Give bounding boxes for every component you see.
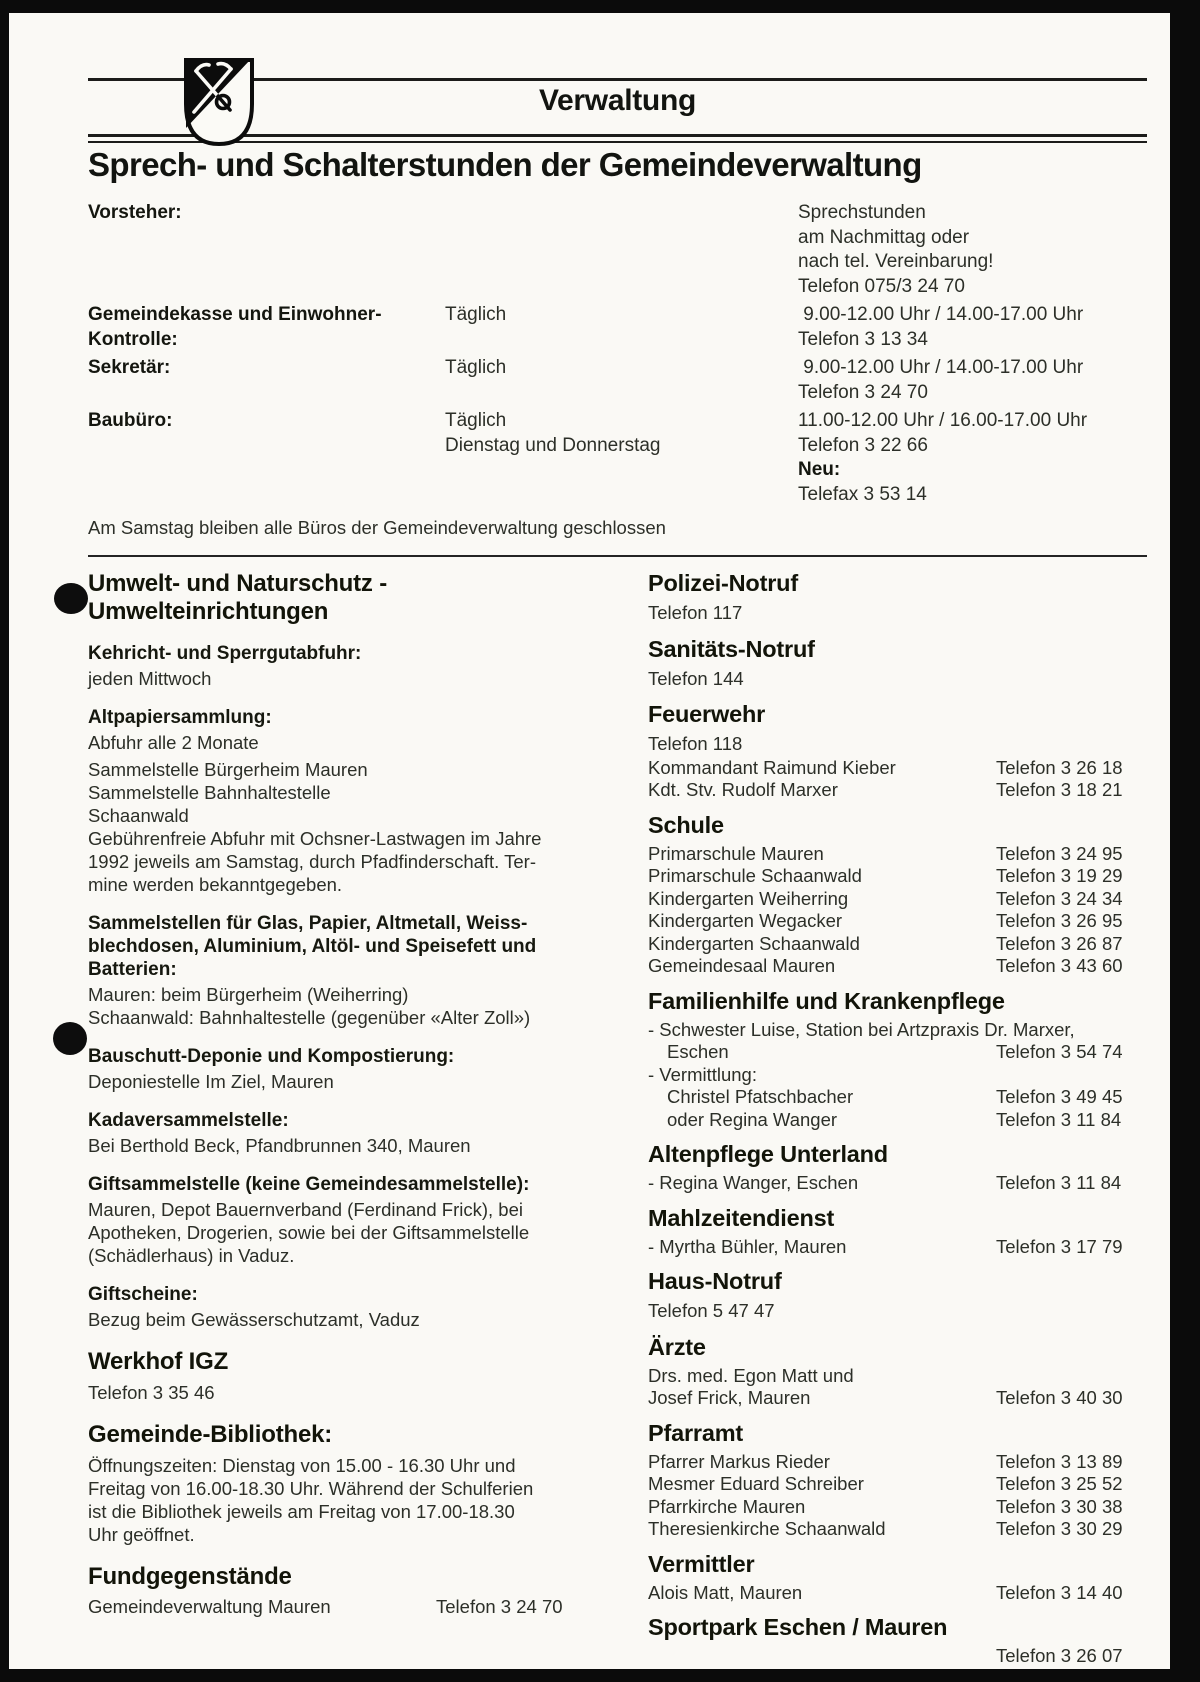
directory-entry: Christel Pfatschbacher — [667, 1086, 854, 1107]
office-detail-line: Neu: — [798, 459, 841, 480]
section-heading — [88, 642, 580, 665]
section-heading — [648, 1551, 1128, 1577]
body-line: Telefon 117 — [648, 602, 743, 623]
body-paragraph — [648, 732, 1128, 757]
section-heading — [648, 988, 1128, 1014]
heading-line: Altenpflege Unterland — [648, 1141, 888, 1167]
page-content — [88, 146, 1147, 1668]
body-line: Gebührenfreie Abfuhr mit Ochsner-Lastwagen im Jahre — [88, 828, 542, 849]
phone-number: Telefon 3 43 60 — [996, 955, 1123, 976]
heading-line: Giftsammelstelle (keine Gemeindesammelstelle): — [88, 1174, 530, 1195]
heading-line: Sanitäts-Notruf — [648, 635, 815, 662]
banner-title: Verwaltung — [538, 84, 697, 117]
body-line: Uhr geöffnet. — [88, 1524, 195, 1545]
directory-entry: - Vermittlung: — [648, 1063, 757, 1085]
directory-row — [648, 1496, 1128, 1519]
office-role-line: Sekretär: — [88, 357, 171, 378]
office-detail-line: 11.00-12.00 Uhr / 16.00-17.00 Uhr — [798, 410, 1088, 431]
office-days — [445, 409, 798, 507]
office-days — [445, 201, 798, 299]
phone-number: Telefon 3 54 74 — [996, 1041, 1123, 1062]
office-details — [798, 201, 1147, 299]
office-hours-row — [88, 303, 1147, 352]
phone-number: Telefon 3 24 70 — [436, 1596, 563, 1617]
heading-line: Kadaversammelstelle: — [88, 1110, 289, 1131]
left-column — [88, 570, 580, 1668]
office-detail-line: 9.00-12.00 Uhr / 14.00-17.00 Uhr — [798, 357, 1084, 378]
body-paragraph — [88, 758, 580, 896]
directory-row — [648, 843, 1128, 866]
body-line: Freitag von 16.00-18.30 Uhr. Während der Schulferien — [88, 1478, 534, 1499]
saturday-closing-note: Am Samstag bleiben alle Büros der Gemeindeverwaltung geschlossen — [88, 517, 666, 538]
phone-number: Telefon 3 18 21 — [996, 779, 1123, 800]
phone-number: Telefon 3 14 40 — [996, 1581, 1123, 1603]
office-role-label — [88, 303, 445, 352]
section-heading — [648, 1141, 1128, 1167]
directory-row — [648, 1172, 1128, 1195]
office-role-line: Gemeindekasse und Einwohner- — [88, 304, 382, 325]
phone-number: Telefon 3 17 79 — [996, 1235, 1123, 1257]
directory-entry: Drs. med. Egon Matt und — [648, 1364, 854, 1386]
heading-line: Kehricht- und Sperrgutabfuhr: — [88, 643, 362, 664]
phone-number: Telefon 3 19 29 — [996, 865, 1123, 886]
phone-number: Telefon 3 26 95 — [996, 910, 1123, 931]
directory-entry: Gemeindesaal Mauren — [648, 955, 836, 976]
directory-entry: Kindergarten Weiherring — [648, 887, 849, 909]
section-heading — [88, 1563, 580, 1591]
directory-entry: Alois Matt, Mauren — [648, 1581, 803, 1603]
office-days — [445, 303, 798, 352]
heading-line: Polizei-Notruf — [648, 570, 798, 596]
directory-entry: - Regina Wanger, Eschen — [648, 1172, 859, 1193]
body-line: Öffnungszeiten: Dienstag von 15.00 - 16.30 Uhr und — [88, 1455, 516, 1476]
office-days-line: Täglich — [445, 410, 507, 431]
directory-entry: Kindergarten Wegacker — [648, 910, 843, 931]
phone-number: Telefax 3 53 14 — [798, 483, 927, 505]
section-heading — [88, 1421, 580, 1449]
phone-number: Telefon 3 24 95 — [996, 842, 1123, 864]
body-paragraph — [648, 601, 1128, 626]
body-line: Schaanwald — [88, 805, 189, 826]
heading-line: Pfarramt — [648, 1419, 744, 1446]
office-role-label — [88, 356, 445, 405]
office-details — [798, 409, 1147, 507]
body-line: ist die Bibliothek jeweils am Freitag von 17.00-18.30 — [88, 1501, 515, 1522]
section-heading — [88, 1109, 580, 1132]
directory-row — [648, 1451, 1128, 1474]
phone-number: Telefon 3 49 45 — [996, 1086, 1123, 1107]
phone-number: Telefon 3 25 52 — [996, 1473, 1123, 1494]
phone-number: Telefon 3 30 38 — [996, 1495, 1123, 1517]
body-paragraph — [88, 667, 580, 690]
body-paragraph — [88, 731, 580, 754]
phone-number: Telefon 3 11 84 — [996, 1108, 1122, 1130]
section-heading — [88, 1045, 580, 1068]
section-heading — [648, 701, 1128, 727]
directory-row — [648, 910, 1128, 933]
office-detail-line: 9.00-12.00 Uhr / 14.00-17.00 Uhr — [798, 304, 1084, 325]
heading-line: Bauschutt-Deponie und Kompostierung: — [88, 1046, 455, 1067]
body-line: Bei Berthold Beck, Pfandbrunnen 340, Mauren — [88, 1135, 471, 1156]
heading-line: Werkhof IGZ — [88, 1348, 229, 1375]
punch-hole — [54, 583, 88, 614]
heading-line: Umwelt- und Naturschutz - — [88, 570, 387, 597]
phone-number: Telefon 3 26 07 — [996, 1645, 1123, 1666]
section-heading — [648, 1614, 1128, 1640]
directory-entry: - Schwester Luise, Station bei Artzpraxis Dr. Marxer, — [648, 1018, 1075, 1040]
body-line: mine werden bekanntgegeben. — [88, 874, 343, 895]
body-paragraph — [648, 667, 1128, 692]
section-heading — [88, 706, 580, 729]
section-heading — [648, 1205, 1128, 1231]
body-paragraph — [88, 1454, 580, 1546]
directory-row — [88, 1596, 580, 1619]
directory-row — [648, 1064, 1128, 1087]
heading-line: Ärzte — [648, 1333, 706, 1360]
heading-line: Altpapiersammlung: — [88, 707, 272, 728]
phone-number: Telefon 3 11 84 — [996, 1172, 1122, 1193]
office-details — [798, 303, 1147, 352]
office-hours-row — [88, 409, 1147, 507]
phone-number: Telefon 3 40 30 — [996, 1387, 1123, 1408]
body-paragraph — [88, 983, 580, 1029]
office-days-line: Dienstag und Donnerstag — [445, 434, 661, 456]
section-heading — [648, 812, 1128, 838]
office-hours-table — [88, 201, 1147, 507]
body-line: Sammelstelle Bürgerheim Mauren — [88, 759, 368, 780]
directory-row — [648, 779, 1128, 802]
directory-entry: Pfarrer Markus Rieder — [648, 1450, 830, 1472]
directory-entry: Kommandant Raimund Kieber — [648, 756, 896, 778]
body-paragraph — [88, 1381, 580, 1404]
directory-entry: Kindergarten Schaanwald — [648, 932, 860, 954]
body-line: Telefon 5 47 47 — [648, 1300, 775, 1321]
body-line: Mauren: beim Bürgerheim (Weiherring) — [88, 984, 409, 1005]
section-heading — [648, 1334, 1128, 1360]
directory-row — [648, 1582, 1128, 1605]
heading-line: Mahlzeitendienst — [648, 1204, 835, 1231]
office-role-label — [88, 409, 445, 507]
office-details — [798, 356, 1147, 405]
office-hours-row — [88, 201, 1147, 299]
office-detail-line: nach tel. Vereinbarung! — [798, 251, 994, 272]
directory-row — [648, 955, 1128, 978]
office-days-line: Täglich — [445, 357, 507, 378]
directory-entry: Mesmer Eduard Schreiber — [648, 1473, 864, 1494]
heading-line: Familienhilfe und Krankenpflege — [648, 987, 1005, 1014]
directory-entry: Gemeindeverwaltung Mauren — [88, 1596, 331, 1617]
page-title: Sprech- und Schalterstunden der Gemeindeverwaltung — [88, 146, 922, 183]
heading-line: Giftscheine: — [88, 1284, 198, 1305]
right-column — [648, 570, 1128, 1668]
directory-row — [648, 1086, 1128, 1109]
directory-row — [648, 1518, 1128, 1541]
heading-line: Fundgegenstände — [88, 1563, 292, 1590]
body-paragraph — [88, 1198, 580, 1267]
phone-number: Telefon 3 22 66 — [798, 434, 928, 456]
directory-row — [648, 933, 1128, 956]
directory-entry: Kdt. Stv. Rudolf Marxer — [648, 779, 838, 800]
office-detail-line: Sprechstunden — [798, 202, 926, 223]
two-column-directory — [88, 570, 1147, 1668]
punch-hole — [53, 1022, 87, 1055]
phone-number: Telefon 3 13 34 — [798, 328, 928, 350]
heading-line: Umwelteinrichtungen — [88, 598, 329, 625]
directory-row — [648, 1041, 1128, 1064]
section-heading — [88, 1348, 580, 1376]
section-heading — [648, 1268, 1128, 1294]
directory-entry — [648, 1645, 996, 1668]
directory-entry: Primarschule Schaanwald — [648, 865, 862, 886]
section-heading — [648, 1420, 1128, 1446]
body-line: Schaanwald: Bahnhaltestelle (gegenüber «Alter Zoll») — [88, 1007, 531, 1028]
directory-entry: Josef Frick, Mauren — [648, 1387, 811, 1408]
phone-number: Telefon 075/3 24 70 — [798, 275, 965, 297]
section-heading — [88, 1283, 580, 1306]
directory-entry: - Myrtha Bühler, Mauren — [648, 1235, 847, 1257]
directory-entry: Theresienkirche Schaanwald — [648, 1518, 886, 1539]
body-paragraph — [88, 1134, 580, 1157]
body-paragraph — [648, 1299, 1128, 1324]
phone-number: Telefon 3 26 18 — [996, 756, 1123, 778]
body-line: jeden Mittwoch — [88, 668, 212, 689]
section-heading — [88, 1173, 580, 1196]
heading-line: Feuerwehr — [648, 701, 766, 727]
scan-border-left — [0, 0, 9, 1682]
office-detail-line: am Nachmittag oder — [798, 226, 970, 248]
directory-entry: Eschen — [667, 1041, 729, 1062]
body-line: Sammelstelle Bahnhaltestelle — [88, 782, 331, 803]
directory-row — [648, 757, 1128, 780]
section-heading — [88, 570, 580, 626]
body-line: Bezug beim Gewässerschutzamt, Vaduz — [88, 1309, 420, 1330]
body-paragraph — [88, 1070, 580, 1093]
phone-number: Telefon 3 26 87 — [996, 932, 1123, 954]
directory-row — [648, 1645, 1128, 1668]
heading-line: Schule — [648, 811, 724, 838]
scan-border-bottom — [0, 1669, 1200, 1682]
directory-entry: Primarschule Mauren — [648, 842, 824, 864]
directory-row — [648, 1236, 1128, 1259]
heading-line: Vermittler — [648, 1550, 755, 1577]
directory-row — [648, 888, 1128, 911]
directory-row — [648, 1365, 1128, 1388]
directory-row — [648, 1473, 1128, 1496]
section-heading — [88, 912, 580, 981]
heading-line: Batterien: — [88, 959, 177, 980]
body-line: Abfuhr alle 2 Monate — [88, 732, 259, 753]
phone-number: Telefon 3 24 70 — [798, 381, 928, 403]
section-divider — [88, 555, 1147, 557]
section-heading — [648, 570, 1128, 596]
directory-entry: oder Regina Wanger — [667, 1108, 838, 1130]
phone-number: Telefon 3 13 89 — [996, 1450, 1123, 1472]
body-line: Mauren, Depot Bauernverband (Ferdinand Frick), bei — [88, 1199, 523, 1220]
office-role-line: Kontrolle: — [88, 328, 178, 350]
heading-line: Haus-Notruf — [648, 1268, 782, 1294]
body-paragraph — [88, 1308, 580, 1331]
office-days-line: Täglich — [445, 304, 507, 325]
body-line: (Schädlerhaus) in Vaduz. — [88, 1245, 295, 1266]
body-line: Apotheken, Drogerien, sowie bei der Giftsammelstelle — [88, 1222, 530, 1243]
scan-border-right — [1170, 0, 1200, 1682]
phone-number: Telefon 3 24 34 — [996, 887, 1123, 909]
directory-row — [648, 1019, 1128, 1042]
directory-row — [648, 1387, 1128, 1410]
office-hours-row — [88, 356, 1147, 405]
directory-row — [648, 1109, 1128, 1132]
heading-line: blechdosen, Aluminium, Altöl- und Speisefett und — [88, 936, 537, 957]
section-heading — [648, 636, 1128, 662]
body-line: Deponiestelle Im Ziel, Mauren — [88, 1071, 334, 1092]
office-role-line: Vorsteher: — [88, 202, 182, 223]
office-days — [445, 356, 798, 405]
body-line: Telefon 118 — [648, 733, 743, 754]
directory-entry: Pfarrkirche Mauren — [648, 1495, 806, 1517]
heading-line: Sammelstellen für Glas, Papier, Altmetall, Weiss- — [88, 913, 528, 934]
body-line: Telefon 144 — [648, 667, 744, 689]
office-role-line: Baubüro: — [88, 410, 173, 431]
office-role-label — [88, 201, 445, 299]
heading-line: Sportpark Eschen / Mauren — [648, 1614, 948, 1640]
body-line: Telefon 3 35 46 — [88, 1382, 215, 1403]
scan-border-top — [0, 0, 1200, 13]
directory-row — [648, 865, 1128, 888]
heading-line: Gemeinde-Bibliothek: — [88, 1421, 333, 1448]
phone-number: Telefon 3 30 29 — [996, 1518, 1123, 1539]
body-line: 1992 jeweils am Samstag, durch Pfadfinderschaft. Ter- — [88, 851, 536, 872]
mauren-crest-icon — [181, 56, 257, 155]
